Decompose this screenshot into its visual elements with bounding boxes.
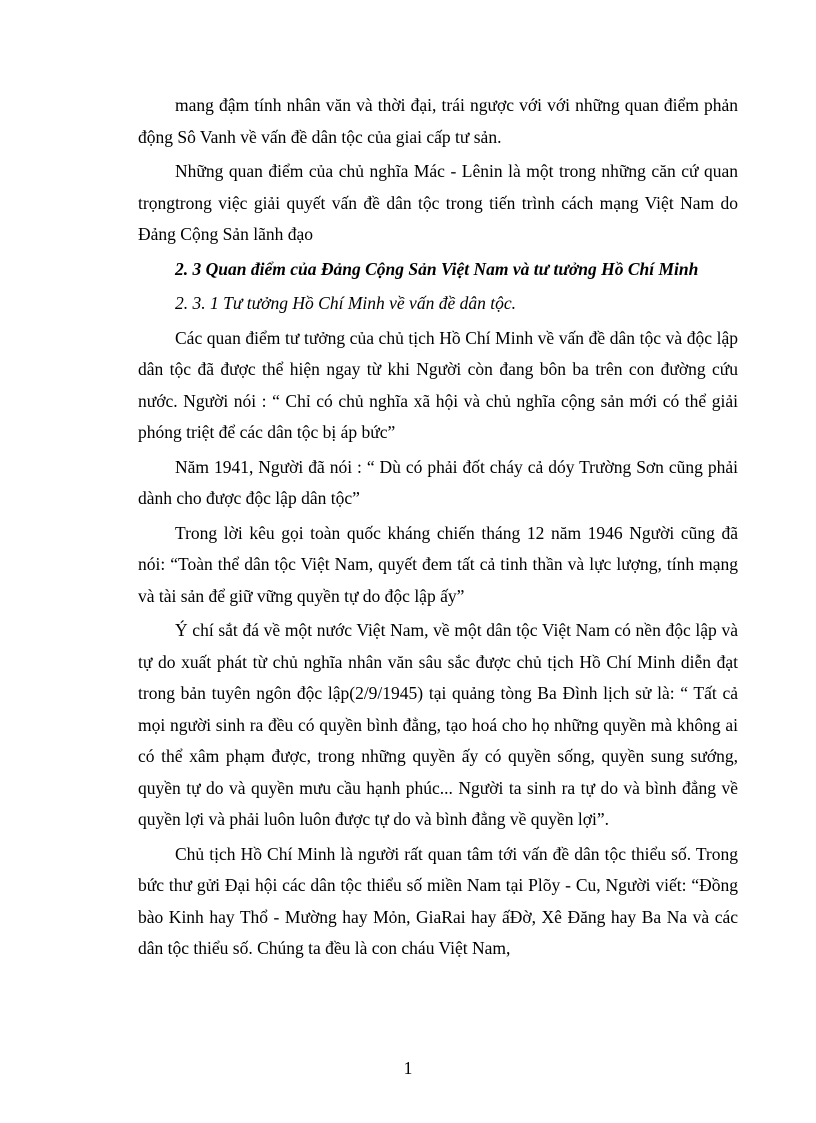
paragraph-5: Trong lời kêu gọi toàn quốc kháng chiến tháng 12 năm 1946 Người cũng đã nói: “Toàn thể dân tộc Việt Nam, quyết đem tất cả tinh thần và lực lượng, tính mạng và tài sản để giữ vững quyền tự do độc lập ấy”	[138, 522, 738, 606]
paragraph-3: Các quan điểm tư tưởng của chủ tịch Hồ Chí Minh về vấn đề dân tộc và độc lập dân tộc đã được thể hiện ngay từ khi Người còn đang bôn ba trên con đường cứu nước. Người nói : “ Chỉ có chủ nghĩa xã hội và chủ nghĩa cộng sản mới có thể giải phóng triệt để các dân tộc bị áp bức”	[138, 327, 738, 442]
paragraph-1: mang đậm tính nhân văn và thời đại, trái ngược với với những quan điểm phản động Sô Vanh về vấn đề dân tộc của giai cấp tư sản.	[138, 95, 738, 147]
paragraph-6: Ý chí sắt đá về một nước Việt Nam, về một dân tộc Việt Nam có nền độc lập và tự do xuất phát từ chủ nghĩa nhân văn sâu sắc được chủ tịch Hồ Chí Minh diễn đạt trong bản tuyên ngôn độc lập(2/9/1945) tại quảng tòng Ba Đình lịch sử là: “ Tất cả mọi người sinh ra đều có quyền bình đẳng, tạo hoá cho họ những quyền mà không ai có thể xâm phạm được, trong những quyền ấy có quyền sống, quyền sung sướng, quyền tự do và quyền mưu cầu hạnh phúc... Người ta sinh ra tự do và bình đẳng về quyền lợi và phải luôn luôn được tự do và bình đẳng về quyền lợi”.	[138, 620, 738, 829]
section-heading: 2. 3 Quan điểm của Đảng Cộng Sản Việt Nam và tư tưởng Hồ Chí Minh	[175, 258, 699, 279]
paragraph-7: Chủ tịch Hồ Chí Minh là người rất quan tâm tới vấn đề dân tộc thiểu số. Trong bức thư gửi Đại hội các dân tộc thiểu số miền Nam tại Plõy - Cu, Người viết: “Đồng bào Kinh hay Thổ - Mường hay Mỏn, GiaRai hay ấĐờ, Xê Đăng hay Ba Na và các dân tộc thiểu số. Chúng ta đều là con cháu Việt Nam,	[138, 843, 738, 958]
document-page	[138, 90, 738, 965]
paragraph-4: Năm 1941, Người đã nói : “ Dù có phải đốt cháy cả dóy Trường Sơn cũng phải dành cho được độc lập dân tộc”	[138, 456, 738, 508]
page-number: 1	[403, 1058, 413, 1078]
paragraph-2: Những quan điểm của chủ nghĩa Mác - Lênin là một trong những căn cứ quan trọngtrong việc giải quyết vấn đề dân tộc trong tiến trình cách mạng Việt Nam do Đảng Cộng Sản lãnh đạo	[138, 161, 738, 244]
section-subheading: 2. 3. 1 Tư tưởng Hồ Chí Minh về vấn đề dân tộc.	[175, 293, 516, 313]
